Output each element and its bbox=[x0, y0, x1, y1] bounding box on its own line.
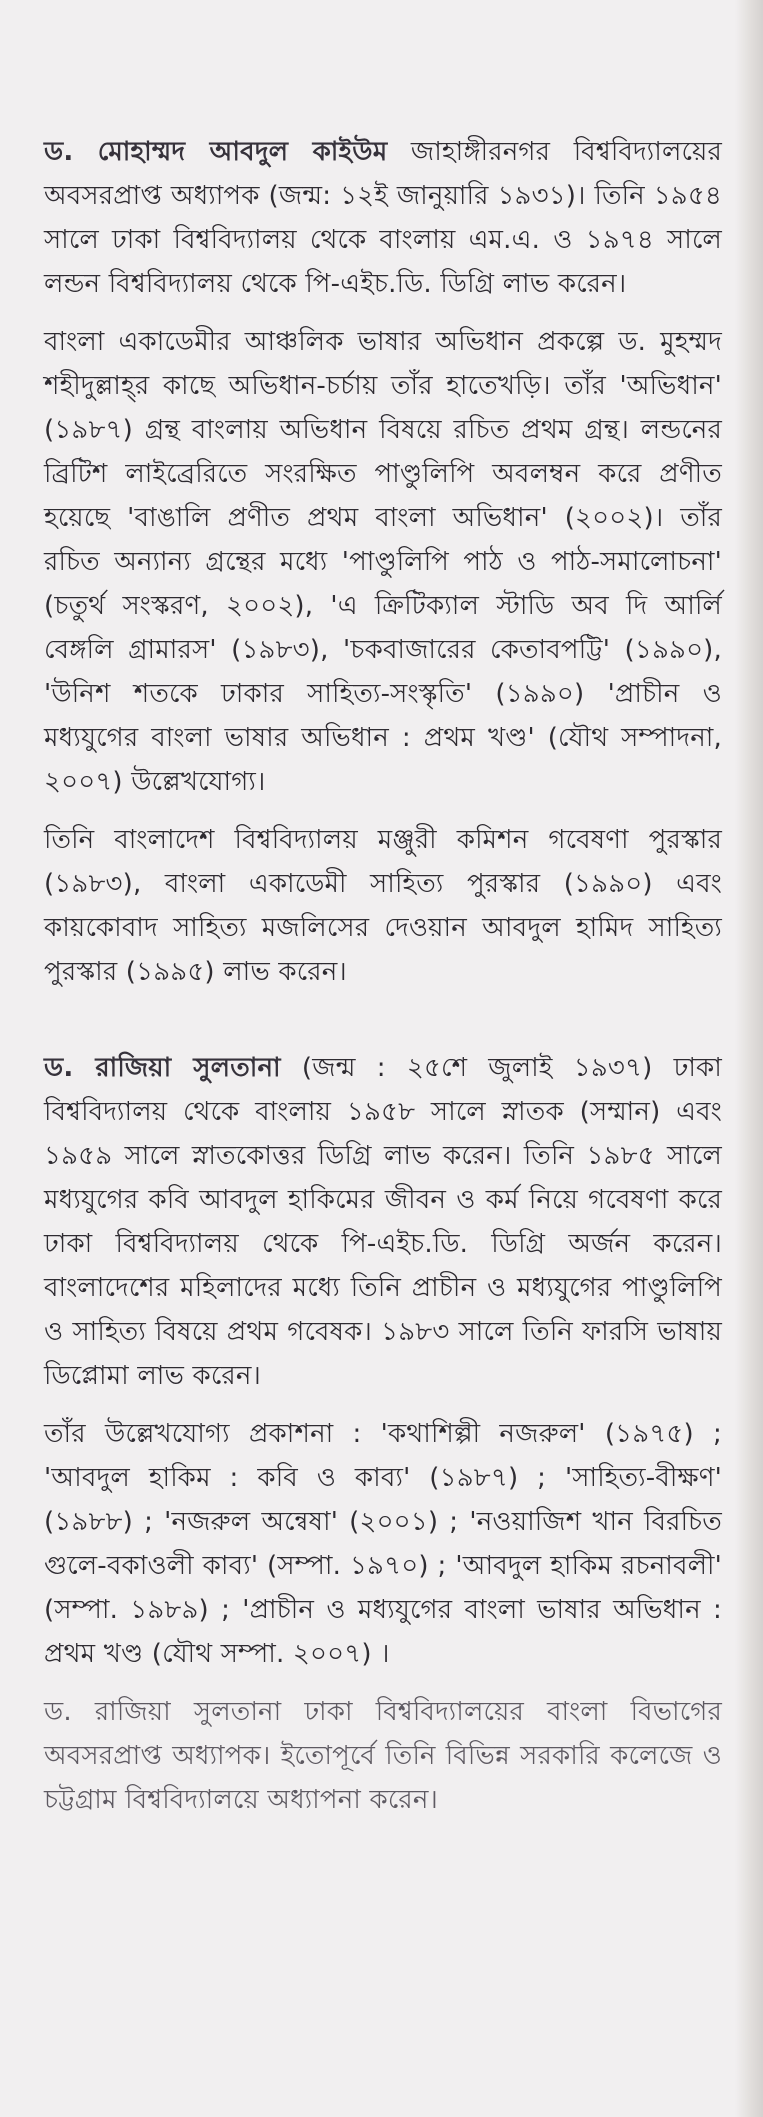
bio-paragraph bbox=[44, 1046, 722, 1398]
bio-paragraph: ড. রাজিয়া সুলতানা ঢাকা বিশ্ববিদ্যালয়ের বাংলা বিভাগের অবসরপ্রাপ্ত অধ্যাপক। ইতোপূর্বে তিনি বিভিন্ন সরকারি কলেজে ও চট্টগ্রাম বিশ্ববিদ্যালয়ে অধ্যাপনা করেন। bbox=[44, 1697, 722, 1815]
bio-text: (জন্ম : ২৫শে জুলাই ১৯৩৭) ঢাকা বিশ্ববিদ্যালয় থেকে বাংলায় ১৯৫৮ সালে স্নাতক (সম্মান) এবং ১৯৫৯ সালে স্নাতকোত্তর ডিগ্রি লাভ করেন। তিনি ১৯৮৫ সালে মধ্যযুগের কবি আবদুল হাকিমের জীবন ও কর্ম নিয়ে গবেষণা করে ঢাকা বিশ্ববিদ্যালয় থেকে পি-এইচ.ডি. ডিগ্রি অর্জন করেন। বাংলাদেশের মহিলাদের মধ্যে তিনি প্রাচীন ও মধ্যযুগের পাণ্ডুলিপি ও সাহিত্য বিষয়ে প্রথম গবেষক। ১৯৮৩ সালে তিনি ফারসি ভাষায় ডিপ্লোমা লাভ করেন। bbox=[44, 1053, 722, 1391]
author-name: ড. মোহাম্মদ আবদুল কাইউম bbox=[44, 137, 388, 167]
author-bios bbox=[44, 130, 722, 1836]
bio-paragraph: তাঁর উল্লেখযোগ্য প্রকাশনা : 'কথাশিল্পী নজরুল' (১৯৭৫) ; 'আবদুল হাকিম : কবি ও কাব্য' (১৯৮৭) ; 'সাহিত্য-বীক্ষণ' (১৯৮৮) ; 'নজরুল অন্বেষা' (২০০১) ; 'নওয়াজিশ খান বিরচিত গুলে-বকাওলী কাব্য' (সম্পা. ১৯৭০) ; 'আবদুল হাকিম রচনাবলী' (সম্পা. ১৯৮৯) ; 'প্রাচীন ও মধ্যযুগের বাংলা ভাষার অভিধান : প্রথম খণ্ড (যৌথ সম্পা. ২০০৭) । bbox=[44, 1419, 722, 1669]
bio-paragraph: তিনি বাংলাদেশ বিশ্ববিদ্যালয় মঞ্জুরী কমিশন গবেষণা পুরস্কার (১৯৮৩), বাংলা একাডেমী সাহিত্য পুরস্কার (১৯৯০) এবং কায়কোবাদ সাহিত্য মজলিসের দেওয়ান আবদুল হামিদ সাহিত্য পুরস্কার (১৯৯৫) লাভ করেন। bbox=[44, 825, 722, 987]
author-bio-sultana bbox=[44, 1046, 722, 1822]
bio-paragraph bbox=[44, 130, 722, 306]
bio-text: জাহাঙ্গীরনগর বিশ্ববিদ্যালয়ের অবসরপ্রাপ্ত অধ্যাপক (জন্ম: ১২ই জানুয়ারি ১৯৩১)। তিনি ১৯৫৪ সালে ঢাকা বিশ্ববিদ্যালয় থেকে বাংলায় এম.এ. ও ১৯৭৪ সালে লন্ডন বিশ্ববিদ্যালয় থেকে পি-এইচ.ডি. ডিগ্রি লাভ করেন। bbox=[44, 137, 722, 299]
author-name: ড. রাজিয়া সুলতানা bbox=[44, 1053, 281, 1083]
bio-paragraph: বাংলা একাডেমীর আঞ্চলিক ভাষার অভিধান প্রকল্পে ড. মুহম্মদ শহীদুল্লাহ্‌র কাছে অভিধান-চর্চায় তাঁর হাতেখড়ি। তাঁর 'অভিধান' (১৯৮৭) গ্রন্থ বাংলায় অভিধান বিষয়ে রচিত প্রথম গ্রন্থ। লন্ডনের ব্রিটিশ লাইব্রেরিতে সংরক্ষিত পাণ্ডুলিপি অবলম্বন করে প্রণীত হয়েছে 'বাঙালি প্রণীত প্রথম বাংলা অভিধান' (২০০২)। তাঁর রচিত অন্যান্য গ্রন্থের মধ্যে 'পাণ্ডুলিপি পাঠ ও পাঠ-সমালোচনা' (চতুর্থ সংস্করণ, ২০০২), 'এ ক্রিটিক্যাল স্টাডি অব দি আর্লি বেঙ্গলি গ্রামারস' (১৯৮৩), 'চকবাজারের কেতাবপট্টি' (১৯৯০), 'উনিশ শতকে ঢাকার সাহিত্য-সংস্কৃতি' (১৯৯০) 'প্রাচীন ও মধ্যযুগের বাংলা ভাষার অভিধান : প্রথম খণ্ড' (যৌথ সম্পাদনা, ২০০৭) উল্লেখযোগ্য। bbox=[44, 327, 722, 797]
author-bio-kaiyum bbox=[44, 130, 722, 994]
